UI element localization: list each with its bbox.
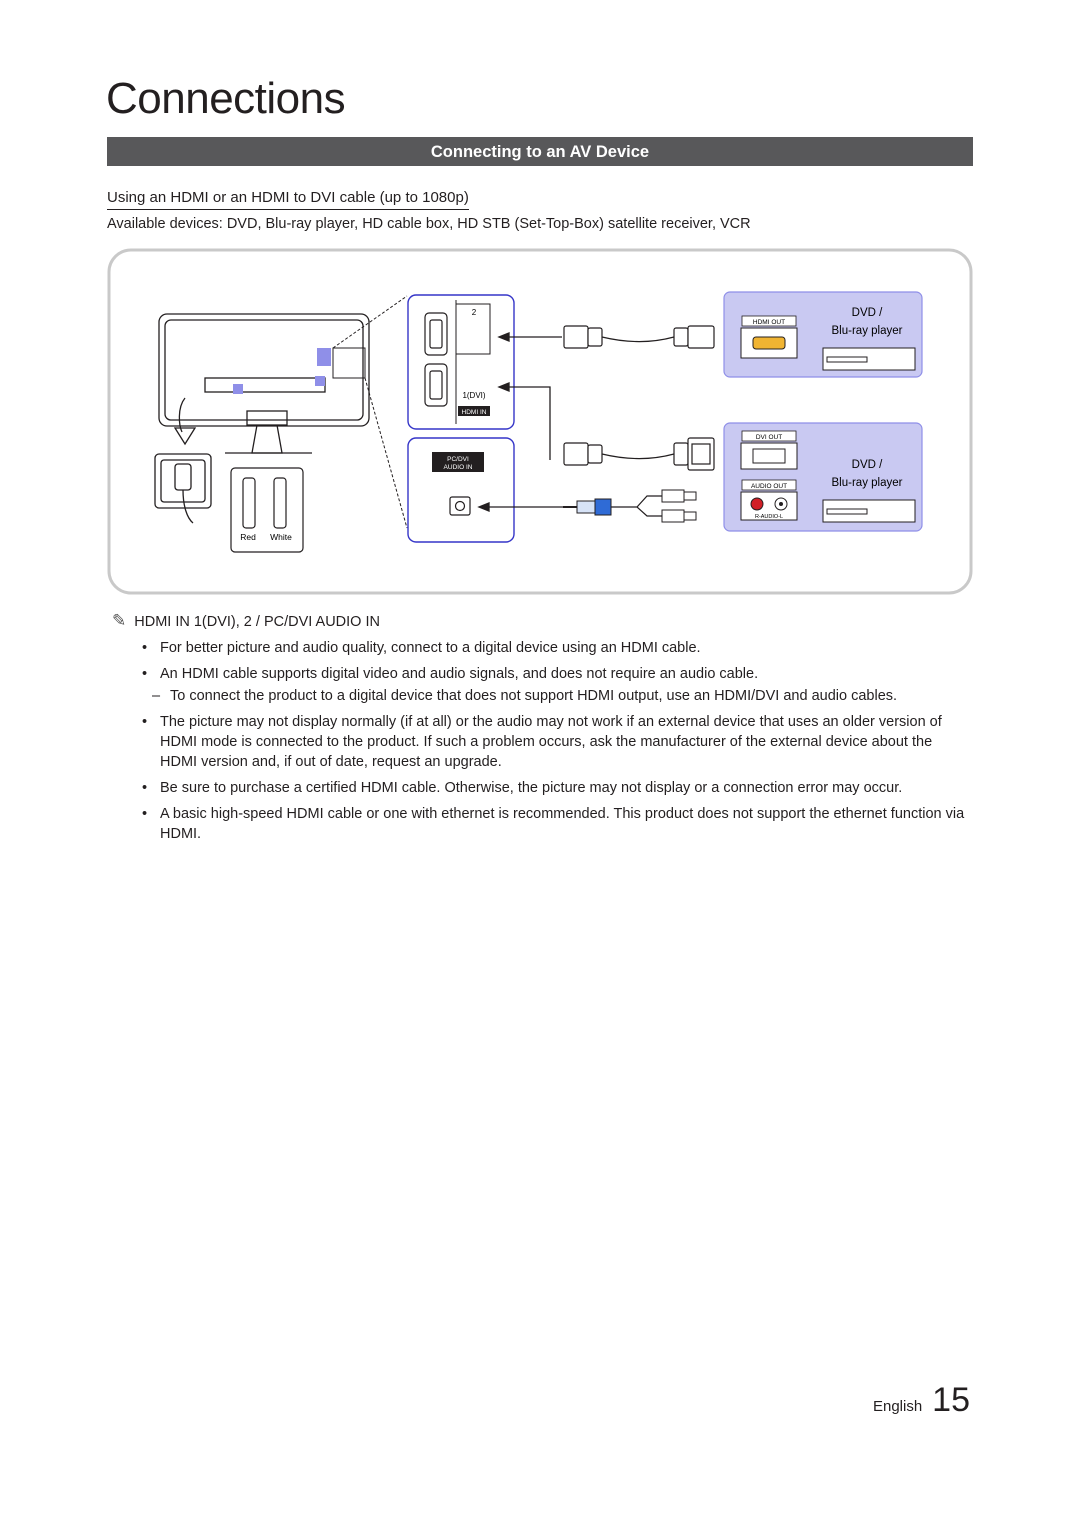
hdmi-out-port-icon <box>741 328 797 358</box>
list-item: • Be sure to purchase a certified HDMI cable. Otherwise, the picture may not display or a connection error may occur. <box>142 778 967 798</box>
available-devices: Available devices: DVD, Blu-ray player, HD cable box, HD STB (Set-Top-Box) satellite receiver, VCR <box>107 216 751 232</box>
tv-audio-port-highlight <box>315 376 325 386</box>
section-title: Connecting to an AV Device <box>107 137 973 166</box>
dvd-player-icon <box>823 348 915 370</box>
r-audio-l-label: R-AUDIO-L <box>754 514 784 520</box>
device2-name-line2: Blu-ray player <box>831 477 903 489</box>
pc-dvi-label: PC/DVI <box>447 456 469 463</box>
hdmi-in-label: HDMI IN <box>461 409 487 416</box>
note-heading-text: HDMI IN 1(DVI), 2 / PC/DVI AUDIO IN <box>134 614 380 630</box>
tv-hdmi-port-highlight <box>317 348 331 366</box>
dvi-out-port-icon <box>741 443 797 469</box>
dvi-out-label: DVI OUT <box>755 434 783 441</box>
list-item: • For better picture and audio quality, connect to a digital device using an HDMI cable. <box>142 638 967 658</box>
page-footer <box>873 1381 970 1420</box>
audio-out-label: AUDIO OUT <box>750 483 788 490</box>
page-title: Connections <box>106 74 346 123</box>
dvd-player-icon <box>823 500 915 522</box>
audio-in-label: AUDIO IN <box>443 464 473 471</box>
list-item: • The picture may not display normally (if at all) or the audio may not work if an external device that uses an older version of HDMI mode is connected to the product. If such a problem occurs, ask the manufacturer of the external device about the HDMI version and, if out of date, request an upgrade. <box>142 712 967 772</box>
subheading: Using an HDMI or an HDMI to DVI cable (up to 1080p) <box>107 189 469 210</box>
notes-list <box>142 638 967 850</box>
connection-diagram <box>107 248 973 595</box>
list-item: • A basic high-speed HDMI cable or one with ethernet is recommended. This product does not support the ethernet function via HDMI. <box>142 804 967 844</box>
red-label: Red <box>240 532 256 542</box>
hdmi-out-label: HDMI OUT <box>752 319 786 326</box>
tv-power-port-highlight <box>233 384 243 394</box>
port-2-label: 2 <box>471 308 477 317</box>
port-1-label: 1(DVI) <box>462 391 486 400</box>
page-number: 15 <box>932 1381 970 1419</box>
pencil-icon: ✎ <box>112 611 127 630</box>
list-item: – To connect the product to a digital device that does not support HDMI output, use an HDMI/DVI and audio cables. <box>142 686 967 706</box>
footer-language: English <box>872 1398 923 1415</box>
device1-name-line2: Blu-ray player <box>831 325 903 337</box>
device2-name-line1: DVD / <box>851 459 883 471</box>
device1-name-line1: DVD / <box>851 307 883 319</box>
note-heading <box>112 611 380 631</box>
list-item: • An HDMI cable supports digital video and audio signals, and does not require an audio cable. <box>142 664 967 684</box>
white-label: White <box>270 532 292 542</box>
